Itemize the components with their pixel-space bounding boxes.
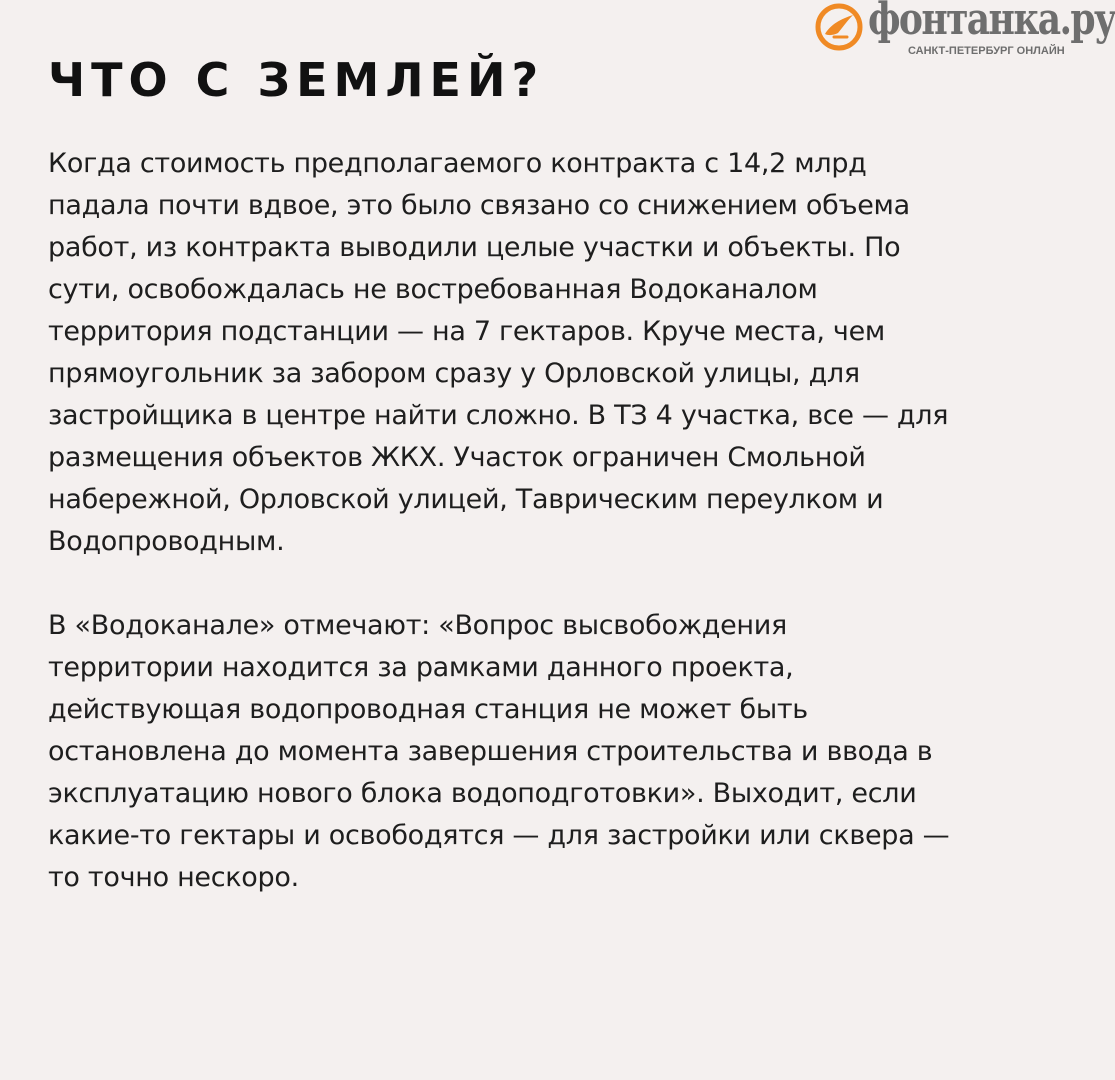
text-line: сути, освобождалась не востребованная Водоканалом — [48, 274, 818, 305]
text-line: то точно нескоро. — [48, 862, 299, 893]
text-line: падала почти вдвое, это было связано со снижением объема — [48, 190, 910, 221]
brand-name: фонтанка.ру — [868, 0, 1115, 45]
fontanka-logo[interactable] — [814, 0, 1115, 62]
text-line: работ, из контракта выводили целые участки и объекты. По — [48, 232, 901, 263]
brand-tagline: САНКТ-ПЕТЕРБУРГ ОНЛАЙН — [908, 45, 1065, 57]
paragraph-spacer — [48, 563, 1038, 605]
text-line: остановлена до момента завершения строительства и ввода в — [48, 736, 933, 767]
text-line: набережной, Орловской улицей, Таврическим переулком и — [48, 484, 884, 515]
text-line: территория подстанции — на 7 гектаров. Круче места, чем — [48, 316, 885, 347]
text-line: размещения объектов ЖКХ. Участок ограничен Смольной — [48, 442, 866, 473]
fontanka-bird-logo-icon — [814, 2, 864, 52]
paragraph-1 — [48, 143, 1038, 563]
text-line: Когда стоимость предполагаемого контракта с 14,2 млрд — [48, 148, 867, 179]
text-line: эксплуатацию нового блока водоподготовки». Выходит, если — [48, 778, 917, 809]
text-line: прямоугольник за забором сразу у Орловской улицы, для — [48, 358, 860, 389]
text-line: В «Водоканале» отмечают: «Вопрос высвобождения — [48, 610, 787, 641]
paragraph-2 — [48, 605, 1038, 899]
text-line: какие-то гектары и освободятся — для застройки или сквера — — [48, 820, 950, 851]
page-title: ЧТО С ЗЕМЛЕЙ? — [48, 53, 545, 107]
text-line: Водопроводным. — [48, 526, 285, 557]
text-line: действующая водопроводная станция не может быть — [48, 694, 808, 725]
text-line: застройщика в центре найти сложно. В ТЗ 4 участка, все — для — [48, 400, 949, 431]
text-line: территории находится за рамками данного проекта, — [48, 652, 794, 683]
article-body — [48, 143, 1038, 899]
